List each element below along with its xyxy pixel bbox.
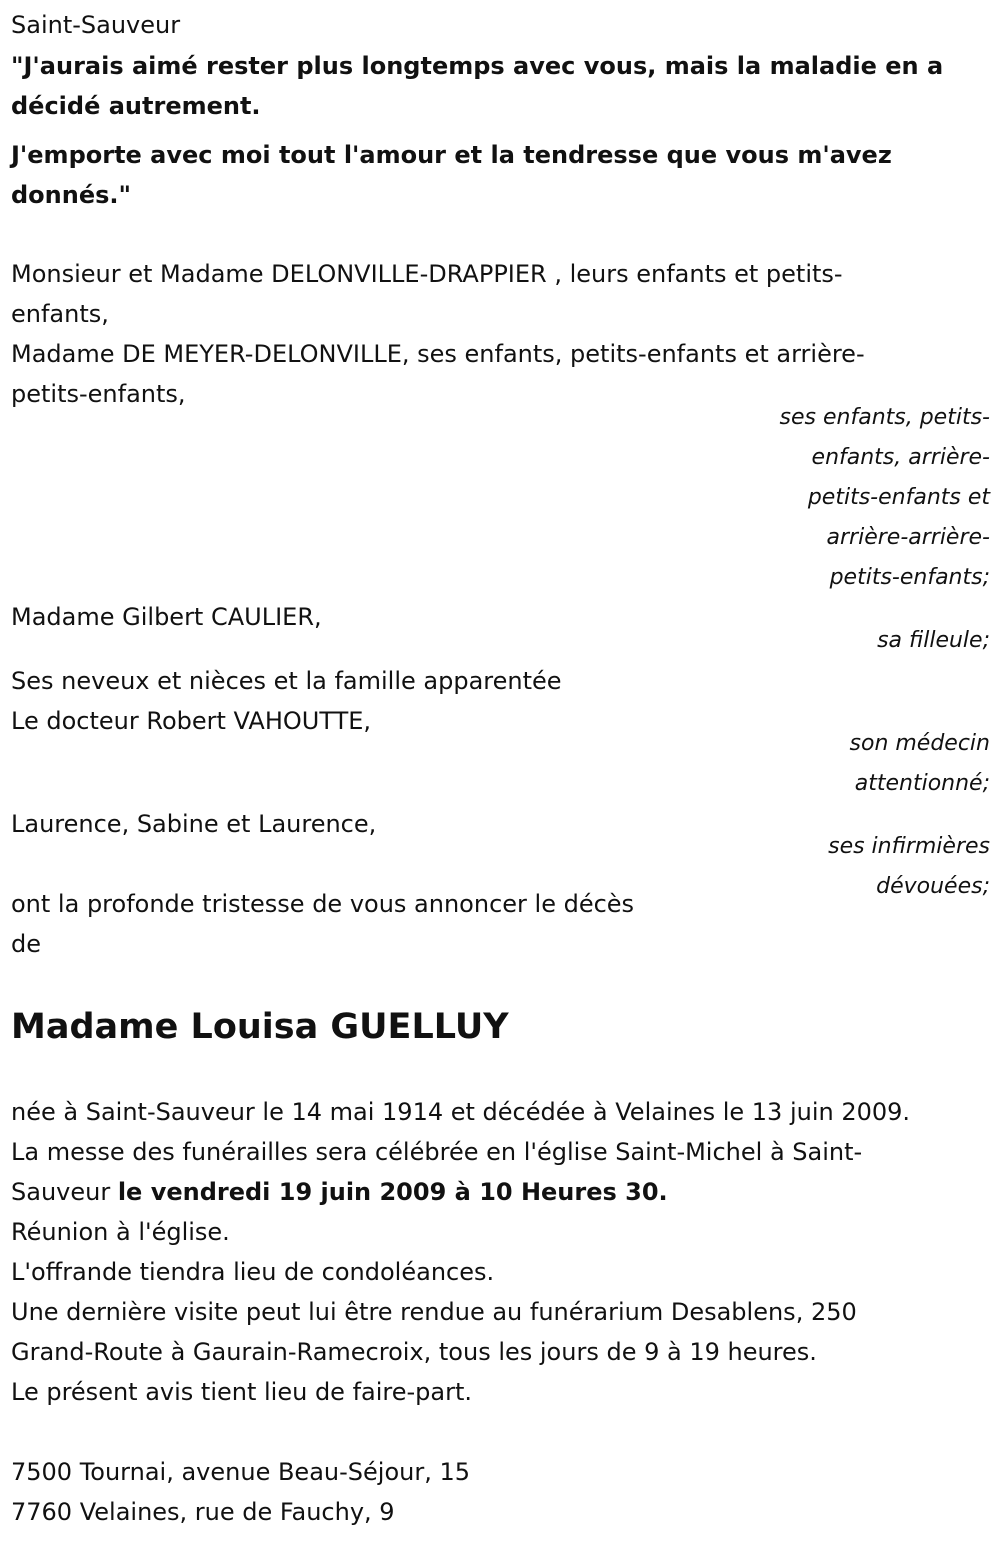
visit-line-2: Grand-Route à Gaurain-Ramecroix, tous les jours de 9 à 19 heures. [11, 1338, 817, 1366]
family-demeyer-line-2: petits-enfants, [11, 380, 186, 408]
mass-place-end: Sauveur [11, 1178, 118, 1206]
quote-line-4: donnés." [11, 181, 132, 209]
desc-caulier: sa filleule; [877, 628, 990, 653]
desc-nurses-1: ses infirmières [828, 834, 990, 859]
family-delonville-line-2: enfants, [11, 300, 109, 328]
mass-line-2 [11, 1172, 668, 1212]
family-nurses: Laurence, Sabine et Laurence, [11, 810, 377, 838]
meeting-info: Réunion à l'église. [11, 1218, 230, 1246]
announce-line-2: de [11, 930, 41, 958]
offering-info: L'offrande tiendra lieu de condoléances. [11, 1258, 495, 1286]
desc-children-4: arrière-arrière- [826, 525, 990, 550]
mass-date-time: le vendredi 19 juin 2009 à 10 Heures 30. [117, 1178, 668, 1206]
desc-doctor-2: attentionné; [854, 771, 990, 796]
family-delonville-line-1: Monsieur et Madame DELONVILLE-DRAPPIER , leurs enfants et petits- [11, 260, 843, 288]
family-demeyer-line-1: Madame DE MEYER-DELONVILLE, ses enfants, petits-enfants et arrière- [11, 340, 865, 368]
desc-doctor-1: son médecin [849, 731, 990, 756]
family-nephews: Ses neveux et nièces et la famille apparentée [11, 667, 562, 695]
birth-death-dates: née à Saint-Sauveur le 14 mai 1914 et décédée à Velaines le 13 juin 2009. [11, 1098, 911, 1126]
desc-children-5: petits-enfants; [829, 565, 990, 590]
quote-line-1: "J'aurais aimé rester plus longtemps avec vous, mais la maladie en a [11, 52, 944, 80]
family-caulier: Madame Gilbert CAULIER, [11, 603, 322, 631]
announce-line-1: ont la profonde tristesse de vous annoncer le décès [11, 890, 635, 918]
mass-line-1: La messe des funérailles sera célébrée en l'église Saint-Michel à Saint- [11, 1138, 863, 1166]
desc-children-1: ses enfants, petits- [779, 405, 990, 430]
visit-line-1: Une dernière visite peut lui être rendue au funérarium Desablens, 250 [11, 1298, 857, 1326]
place-heading: Saint-Sauveur [11, 11, 181, 39]
address-velaines: 7760 Velaines, rue de Fauchy, 9 [11, 1498, 395, 1526]
deceased-name: Madame Louisa GUELLUY [11, 1007, 509, 1047]
desc-children-2: enfants, arrière- [811, 445, 990, 470]
quote-line-3: J'emporte avec moi tout l'amour et la tendresse que vous m'avez [11, 141, 892, 169]
desc-children-3: petits-enfants et [807, 485, 990, 510]
address-tournai: 7500 Tournai, avenue Beau-Séjour, 15 [11, 1458, 470, 1486]
family-doctor: Le docteur Robert VAHOUTTE, [11, 707, 372, 735]
desc-nurses-2: dévouées; [876, 874, 990, 899]
notice-info: Le présent avis tient lieu de faire-part. [11, 1378, 473, 1406]
quote-line-2: décidé autrement. [11, 92, 261, 120]
